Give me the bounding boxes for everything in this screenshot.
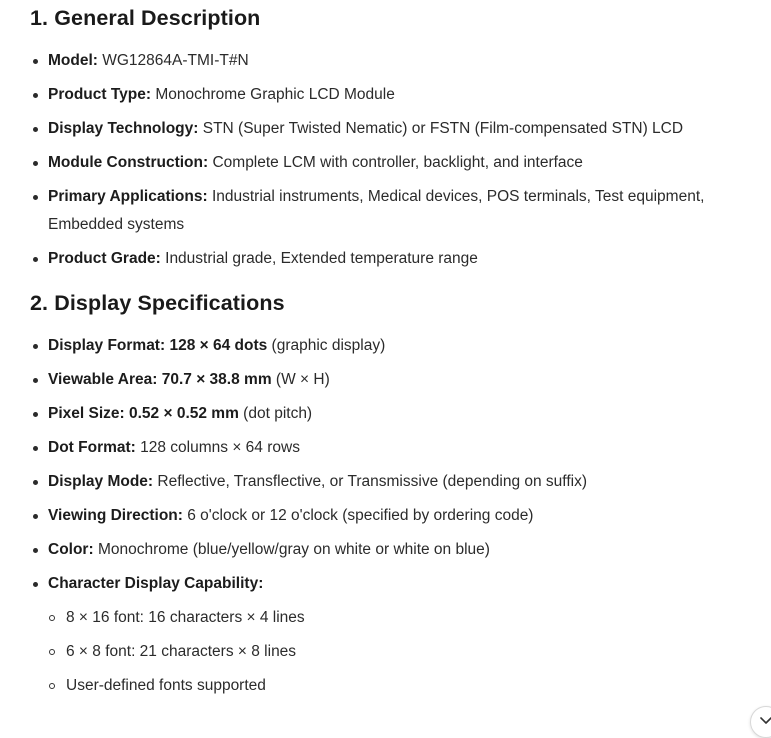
list-item: Display Mode: Reflective, Transflective, or Transmissive (depending on suffix) bbox=[30, 468, 771, 496]
list-item: Primary Applications: Industrial instruments, Medical devices, POS terminals, Test equipment, Embedded systems bbox=[30, 183, 771, 239]
list-item: Character Display Capability: 8 × 16 font: 16 characters × 4 lines 6 × 8 font: 21 characters × 8 lines User-defined fonts supported bbox=[30, 570, 771, 700]
character-capability-sublist bbox=[48, 604, 771, 700]
general-description-list bbox=[30, 47, 771, 273]
list-item: Display Format: 128 × 64 dots (graphic display) bbox=[30, 332, 771, 360]
list-item: Product Grade: Industrial grade, Extended temperature range bbox=[30, 245, 771, 273]
list-item: Module Construction: Complete LCM with controller, backlight, and interface bbox=[30, 149, 771, 177]
list-item: Pixel Size: 0.52 × 0.52 mm (dot pitch) bbox=[30, 400, 771, 428]
chevron-down-icon bbox=[759, 716, 771, 726]
list-item: Dot Format: 128 columns × 64 rows bbox=[30, 434, 771, 462]
list-item: Color: Monochrome (blue/yellow/gray on white or white on blue) bbox=[30, 536, 771, 564]
section-heading-display-specifications: 2. Display Specifications bbox=[30, 291, 285, 315]
sub-list-item: 6 × 8 font: 21 characters × 8 lines bbox=[48, 638, 771, 666]
document-body bbox=[30, 0, 771, 706]
display-specifications-list bbox=[30, 332, 771, 700]
scroll-to-bottom-button[interactable] bbox=[750, 706, 771, 738]
sub-list-item: User-defined fonts supported bbox=[48, 672, 771, 700]
list-item: Viewable Area: 70.7 × 38.8 mm (W × H) bbox=[30, 366, 771, 394]
list-item: Display Technology: STN (Super Twisted Nematic) or FSTN (Film-compensated STN) LCD bbox=[30, 115, 771, 143]
list-item: Viewing Direction: 6 o'clock or 12 o'clock (specified by ordering code) bbox=[30, 502, 771, 530]
sub-list-item: 8 × 16 font: 16 characters × 4 lines bbox=[48, 604, 771, 632]
list-item: Product Type: Monochrome Graphic LCD Module bbox=[30, 81, 771, 109]
list-item: Model: WG12864A-TMI-T#N bbox=[30, 47, 771, 75]
section-heading-general-description: 1. General Description bbox=[30, 6, 261, 30]
